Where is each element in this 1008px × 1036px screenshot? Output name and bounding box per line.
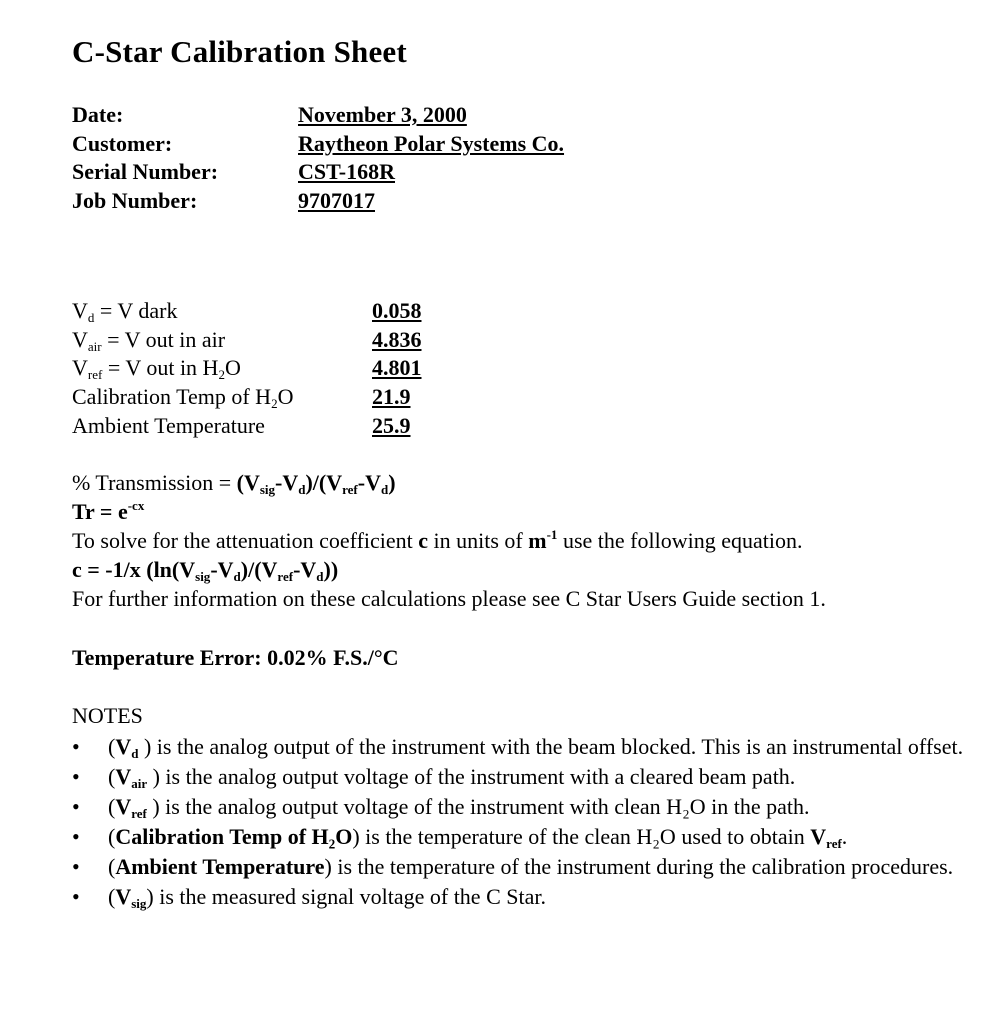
- value-vair: [72, 327, 672, 355]
- bullet-icon: •: [72, 854, 80, 879]
- bullet-icon: •: [72, 824, 80, 849]
- bullet-icon: •: [72, 884, 80, 909]
- bullet-icon: •: [72, 764, 80, 789]
- value-ambient: [72, 413, 672, 441]
- note-item: • $(V_{sig})$ is the measured signal voltage of the C Star.: [72, 884, 546, 911]
- meta-serial-number: [72, 159, 772, 187]
- value-label: $V_d = V$ dark: [72, 298, 178, 325]
- solve-instruction: To solve for the attenuation coefficient c in units of $m^{-1}$ use the following equation.: [72, 527, 803, 553]
- note-item: • ($V_d$ ) is the analog output of the instrument with the beam blocked. This is an instrumental offset.: [72, 734, 964, 761]
- value-label: Ambient Temperature: [72, 413, 265, 438]
- value-label: $V_{air} = V$ out in air: [72, 327, 226, 354]
- value-cal-temp: [72, 384, 672, 412]
- value-vd: [72, 298, 672, 326]
- meta-date: [72, 102, 772, 130]
- value-number: 4.836: [372, 327, 422, 352]
- value-number: 4.801: [372, 355, 422, 380]
- tr-equation: $Tr = e^{-cx}$: [72, 498, 145, 524]
- meta-label: Serial Number:: [72, 159, 219, 184]
- notes-list: [72, 732, 972, 912]
- value-number: 0.058: [372, 298, 422, 323]
- value-label: Calibration Temp of $H_2O$: [72, 384, 294, 411]
- meta-value: Raytheon Polar Systems Co.: [298, 131, 565, 156]
- meta-value: CST-168R: [298, 159, 395, 184]
- temperature-error: Temperature Error: 0.02% F.S./°C: [72, 645, 399, 670]
- note-item: • ($V_{air}$ ) is the analog output voltage of the instrument with a cleared beam path.: [72, 764, 796, 791]
- transmission-equation: % Transmission = $(V_{sig}-V_d)/(V_{ref}-V_d)$: [72, 470, 396, 497]
- value-number: 21.9: [372, 384, 411, 409]
- bullet-icon: •: [72, 794, 80, 819]
- value-number: 25.9: [372, 413, 411, 438]
- meta-label: Customer:: [72, 131, 173, 156]
- value-label: $V_{ref} = V$ out in $H_2O$: [72, 355, 241, 382]
- notes-heading: NOTES: [72, 703, 143, 728]
- meta-label: Date:: [72, 102, 124, 127]
- c-equation: c = -1/x $(\ln(V_{sig}-V_d)/(V_{ref}-V_d))$: [72, 557, 339, 584]
- meta-value: November 3, 2000: [298, 102, 467, 127]
- note-item: • (Ambient Temperature) is the temperature of the instrument during the calibration procedures.: [72, 852, 972, 882]
- value-vref: [72, 355, 672, 383]
- meta-customer: [72, 131, 772, 159]
- note-item: • ($V_{ref}$ ) is the analog output voltage of the instrument with clean H₂O in the path.: [72, 794, 810, 821]
- page-title: C-Star Calibration Sheet: [72, 34, 407, 69]
- meta-label: Job Number:: [72, 188, 198, 213]
- meta-value: 9707017: [298, 188, 375, 213]
- further-info: For further information on these calculations please see C Star Users Guide section 1.: [72, 586, 826, 611]
- bullet-icon: •: [72, 734, 80, 759]
- meta-job-number: [72, 188, 772, 216]
- note-item: • (Calibration Temp of H₂O) is the temperature of the clean H₂O used to obtain $V_{ref}$.: [72, 824, 848, 851]
